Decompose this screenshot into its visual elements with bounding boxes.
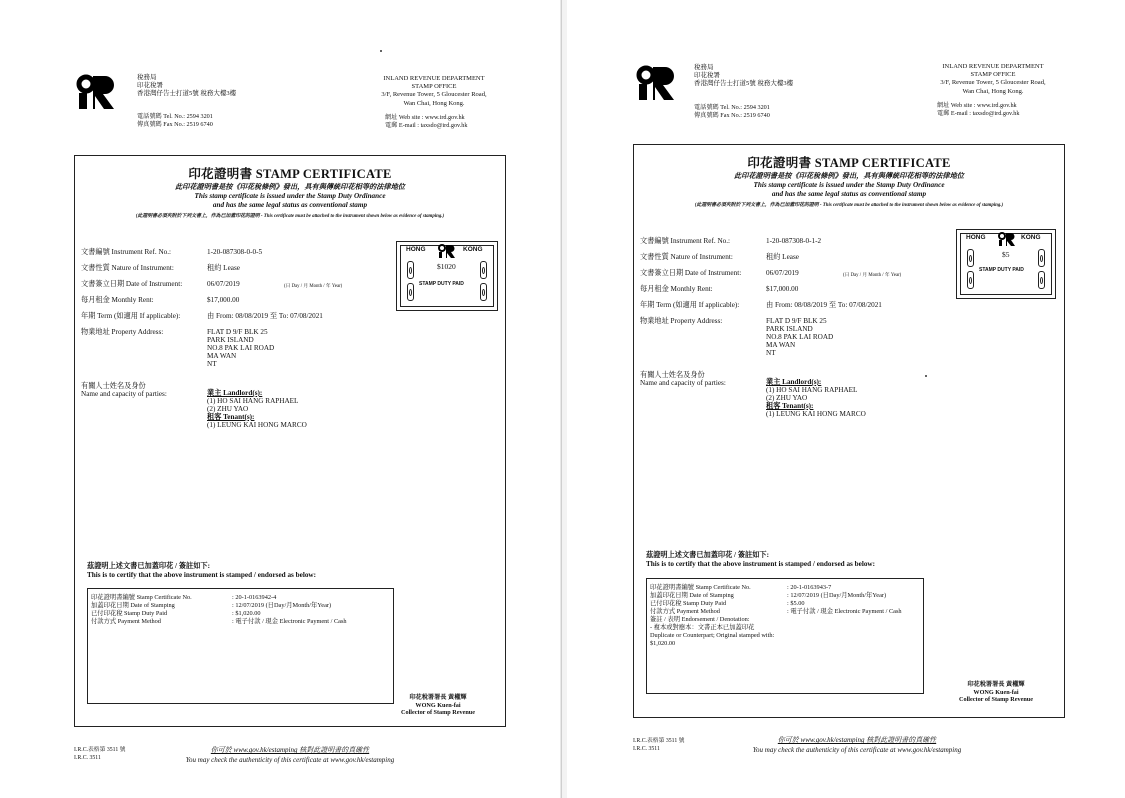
certify-statement: 茲證明上述文書已加蓋印花 / 簽註如下: This is to certify that the above instrument is stamped / endorsed as below: (87, 562, 316, 579)
form-number: I.R.C.表格第 3511 號 I.R.C. 3511 (633, 738, 685, 752)
endorsement-label: 簽註 / 表明 Endorsement / Denotation: (650, 616, 750, 623)
certify-statement: 茲證明上述文書已加蓋印花 / 簽註如下: This is to certify that the above instrument is stamped / endorsed as below: (646, 551, 875, 568)
stamp-duty-paid-stamp: HONG KONG $1020 STAMP DUTY PAID (396, 241, 498, 311)
stamping-details-box: 印花證明書編號 Stamp Certificate No. : 20-1-0163943-7 加蓋印花日期 Date of Stamping : 12/07/2019 (日Day/月Month/年Year) 已付印花稅 Stamp Duty Paid : $5.00 付款方式 Payment Method : 電子付款 / 現金 Electronic Payment / Cash 簽註 / 表明 Endorsement / Denotation: - 複本或對應本：文書正本已加蓋印花 Duplicate or Counterpart; Original stamped with: $1,020.00 (646, 578, 924, 694)
certificate-title: 印花證明書 STAMP CERTIFICATE (188, 167, 392, 181)
certificate-title: 印花證明書 STAMP CERTIFICATE (747, 156, 951, 170)
attachment-note: (此證明書必須夾附於下列文書上，作為已加蓋印花的證明 - This certificate must be attached to the instrument shown below as evidence of stamping.) (135, 214, 445, 219)
stamp-duty-paid-stamp: HONG KONG $5 STAMP DUTY PAID (956, 229, 1056, 299)
subtitle-english-1: This stamp certificate is issued under the Stamp Duty Ordinance (194, 192, 386, 200)
collector-signature: 印花稅署署長 黃權輝 WONG Kuen-fai Collector of Stamp Revenue (959, 681, 1033, 703)
form-number: I.R.C.表格第 3511 號 I.R.C. 3511 (74, 747, 126, 761)
subtitle-english-2: and has the same legal status as conventional stamp (212, 201, 368, 209)
attachment-note: (此證明書必須夾附於下列文書上，作為已加蓋印花的證明 - This certificate must be attached to the instrument shown below as evidence of stamping.) (694, 203, 1004, 208)
subtitle-chinese: 此印花證明書是按《印花稅條例》發出，具有與傳統印花相等的法律地位 (733, 172, 964, 180)
endorsement-line-1: - 複本或對應本：文書正本已加蓋印花 (650, 624, 755, 631)
certificate-page-1 (0, 0, 560, 798)
subtitle-english-2: and has the same legal status as conventional stamp (771, 190, 927, 198)
endorsement-line-2: Duplicate or Counterpart; Original stamped with: (650, 632, 775, 639)
certificate-frame: 印花證明書 STAMP CERTIFICATE 此印花證明書是按《印花稅條例》發出，具有與傳統印花相等的法律地位 This stamp certificate is issued under the Stamp Duty Ordinance and has the same legal status as conventional stamp (此證明書必須夾附於下列文書上，作為已加蓋印花的證明 - This certificate must be attached to the instrument shown below as evidence of stamping.) 文書編號 Instrument Ref. No.: 1-20-087308-0-1-2 文書性質 Nature of Instrument: 租約 Lease 文書簽立日期 Date of Instrument: 06/07/2019 (日 Day / 月 Month / 年 Year) 每月租金 Monthly Rent: $17,000.00 年期 Term (如適用 If applicable): 由 From: 08/08/2019 至 To: 07/08/2021 物業地址 Property Address: FLAT D 9/F BLK 25 PARK ISLAND NO.8 PAK LAI ROAD MA WAN NT 有關人士姓名及身份 Name and capacity of parties: 業主 Landlord(s): (1) HO SAI HANG RAPHAEL (2) ZHU YAO 租客 Tenant(s): (1) LEUNG KAI HONG MARCO HONG KONG $5 STAMP DUTY PAID 茲證明上述文書已加蓋印花 / 簽註如下: This is to certify that the above instrument is stamped / endorsed as below: 印花證明書編號 Stamp Certificate No. : 20-1-0163943-7 加蓋印花日期 Date of Stamping : 12/07/2019 (日Day/月Month/年Year) 已付印花稅 Stamp Duty Paid : $5.00 付款方式 Payment Method : 電子付款 / 現金 Electronic Payment / Cash 簽註 / 表明 Endorsement / Denotation: - 複本或對應本：文書正本已加蓋印花 Duplicate or Counterpart; Original stamped with: $1,020.00 印花稅署署長 黃權輝 WONG Kuen-fai Collector of Stamp Revenue (633, 144, 1065, 718)
certificate-frame: 印花證明書 STAMP CERTIFICATE 此印花證明書是按《印花稅條例》發出，具有與傳統印花相等的法律地位 This stamp certificate is issued under the Stamp Duty Ordinance and has the same legal status as conventional stamp (此證明書必須夾附於下列文書上，作為已加蓋印花的證明 - This certificate must be attached to the instrument shown below as evidence of stamping.) 文書編號 Instrument Ref. No.: 1-20-087308-0-0-5 文書性質 Nature of Instrument: 租約 Lease 文書簽立日期 Date of Instrument: 06/07/2019 (日 Day / 月 Month / 年 Year) 每月租金 Monthly Rent: $17,000.00 年期 Term (如適用 If applicable): 由 From: 08/08/2019 至 To: 07/08/2021 物業地址 Property Address: FLAT D 9/F BLK 25 PARK ISLAND NO.8 PAK LAI ROAD MA WAN NT 有關人士姓名及身份 Name and capacity of parties: 業主 Landlord(s): (1) HO SAI HANG RAPHAEL (2) ZHU YAO 租客 Tenant(s): (1) LEUNG KAI HONG MARCO HONG KONG $1020 STAMP DUTY PAID 茲證明上述文書已加蓋印花 / 簽註如下: This is to certify that the above instrument is stamped / endorsed as below: 印花證明書編號 Stamp Certificate No. : 20-1-0163942-4 加蓋印花日期 Date of Stamping : 12/07/2019 (日Day/月Month/年Year) 已付印花稅 Stamp Duty Paid : $1,020.00 付款方式 Payment Method : 電子付款 / 現金 Electronic Payment / Cash 印花稅署署長 黃權輝 WONG Kuen-fai Collector of Stamp Revenue (74, 155, 506, 727)
verify-authenticity-note: 你可於 www.gov.hk/estamping 核對此證明書的真確性 You may check the authenticity of this certificate at www.gov.hk/estamping (752, 736, 962, 754)
ird-stamp-logo-icon (997, 232, 1017, 246)
department-name-english: INLAND REVENUE DEPARTMENT STAMP OFFICE 3/F, Revenue Tower, 5 Gloucester Road, Wan Chai, Hong Kong. (381, 75, 487, 107)
department-name-english: INLAND REVENUE DEPARTMENT STAMP OFFICE 3/F, Revenue Tower, 5 Gloucester Road, Wan Chai, Hong Kong. (940, 63, 1046, 95)
department-name-chinese: 稅務局 印花稅署 香港灣仔告士打道5號 稅務大樓3樓 (137, 74, 237, 98)
contact-web-email: 網址 Web site : www.ird.gov.hk 電郵 E-mail : taxsdo@ird.gov.hk (385, 114, 468, 129)
verify-authenticity-note: 你可於 www.gov.hk/estamping 核對此證明書的真確性 You may check the authenticity of this certificate at www.gov.hk/estamping (185, 746, 395, 764)
ird-logo-icon (636, 65, 676, 101)
ird-logo-icon (76, 74, 116, 110)
subtitle-chinese: 此印花證明書是按《印花稅條例》發出，具有與傳統印花相等的法律地位 (174, 183, 405, 191)
contact-phone-fax: 電話號碼 Tel. No.: 2594 3201 傳真號碼 Fax No.: 2519 6740 (694, 104, 770, 119)
endorsement-line-3: $1,020.00 (650, 640, 676, 647)
stamp-amount: $1020 (437, 262, 456, 271)
stamp-amount: $5 (1002, 250, 1010, 259)
subtitle-english-1: This stamp certificate is issued under the Stamp Duty Ordinance (753, 181, 945, 189)
contact-web-email: 網址 Web site : www.ird.gov.hk 電郵 E-mail : taxsdo@ird.gov.hk (937, 102, 1020, 117)
certificate-page-2 (567, 0, 1125, 798)
contact-phone-fax: 電話號碼 Tel. No.: 2594 3201 傳真號碼 Fax No.: 2519 6740 (137, 113, 213, 128)
department-name-chinese: 稅務局 印花稅署 香港灣仔告士打道5號 稅務大樓3樓 (694, 64, 794, 88)
collector-signature: 印花稅署署長 黃權輝 WONG Kuen-fai Collector of Stamp Revenue (401, 694, 475, 716)
stamping-details-box: 印花證明書編號 Stamp Certificate No. : 20-1-0163942-4 加蓋印花日期 Date of Stamping : 12/07/2019 (日Day/月Month/年Year) 已付印花稅 Stamp Duty Paid : $1,020.00 付款方式 Payment Method : 電子付款 / 現金 Electronic Payment / Cash (87, 588, 394, 704)
ird-stamp-logo-icon (437, 244, 457, 258)
